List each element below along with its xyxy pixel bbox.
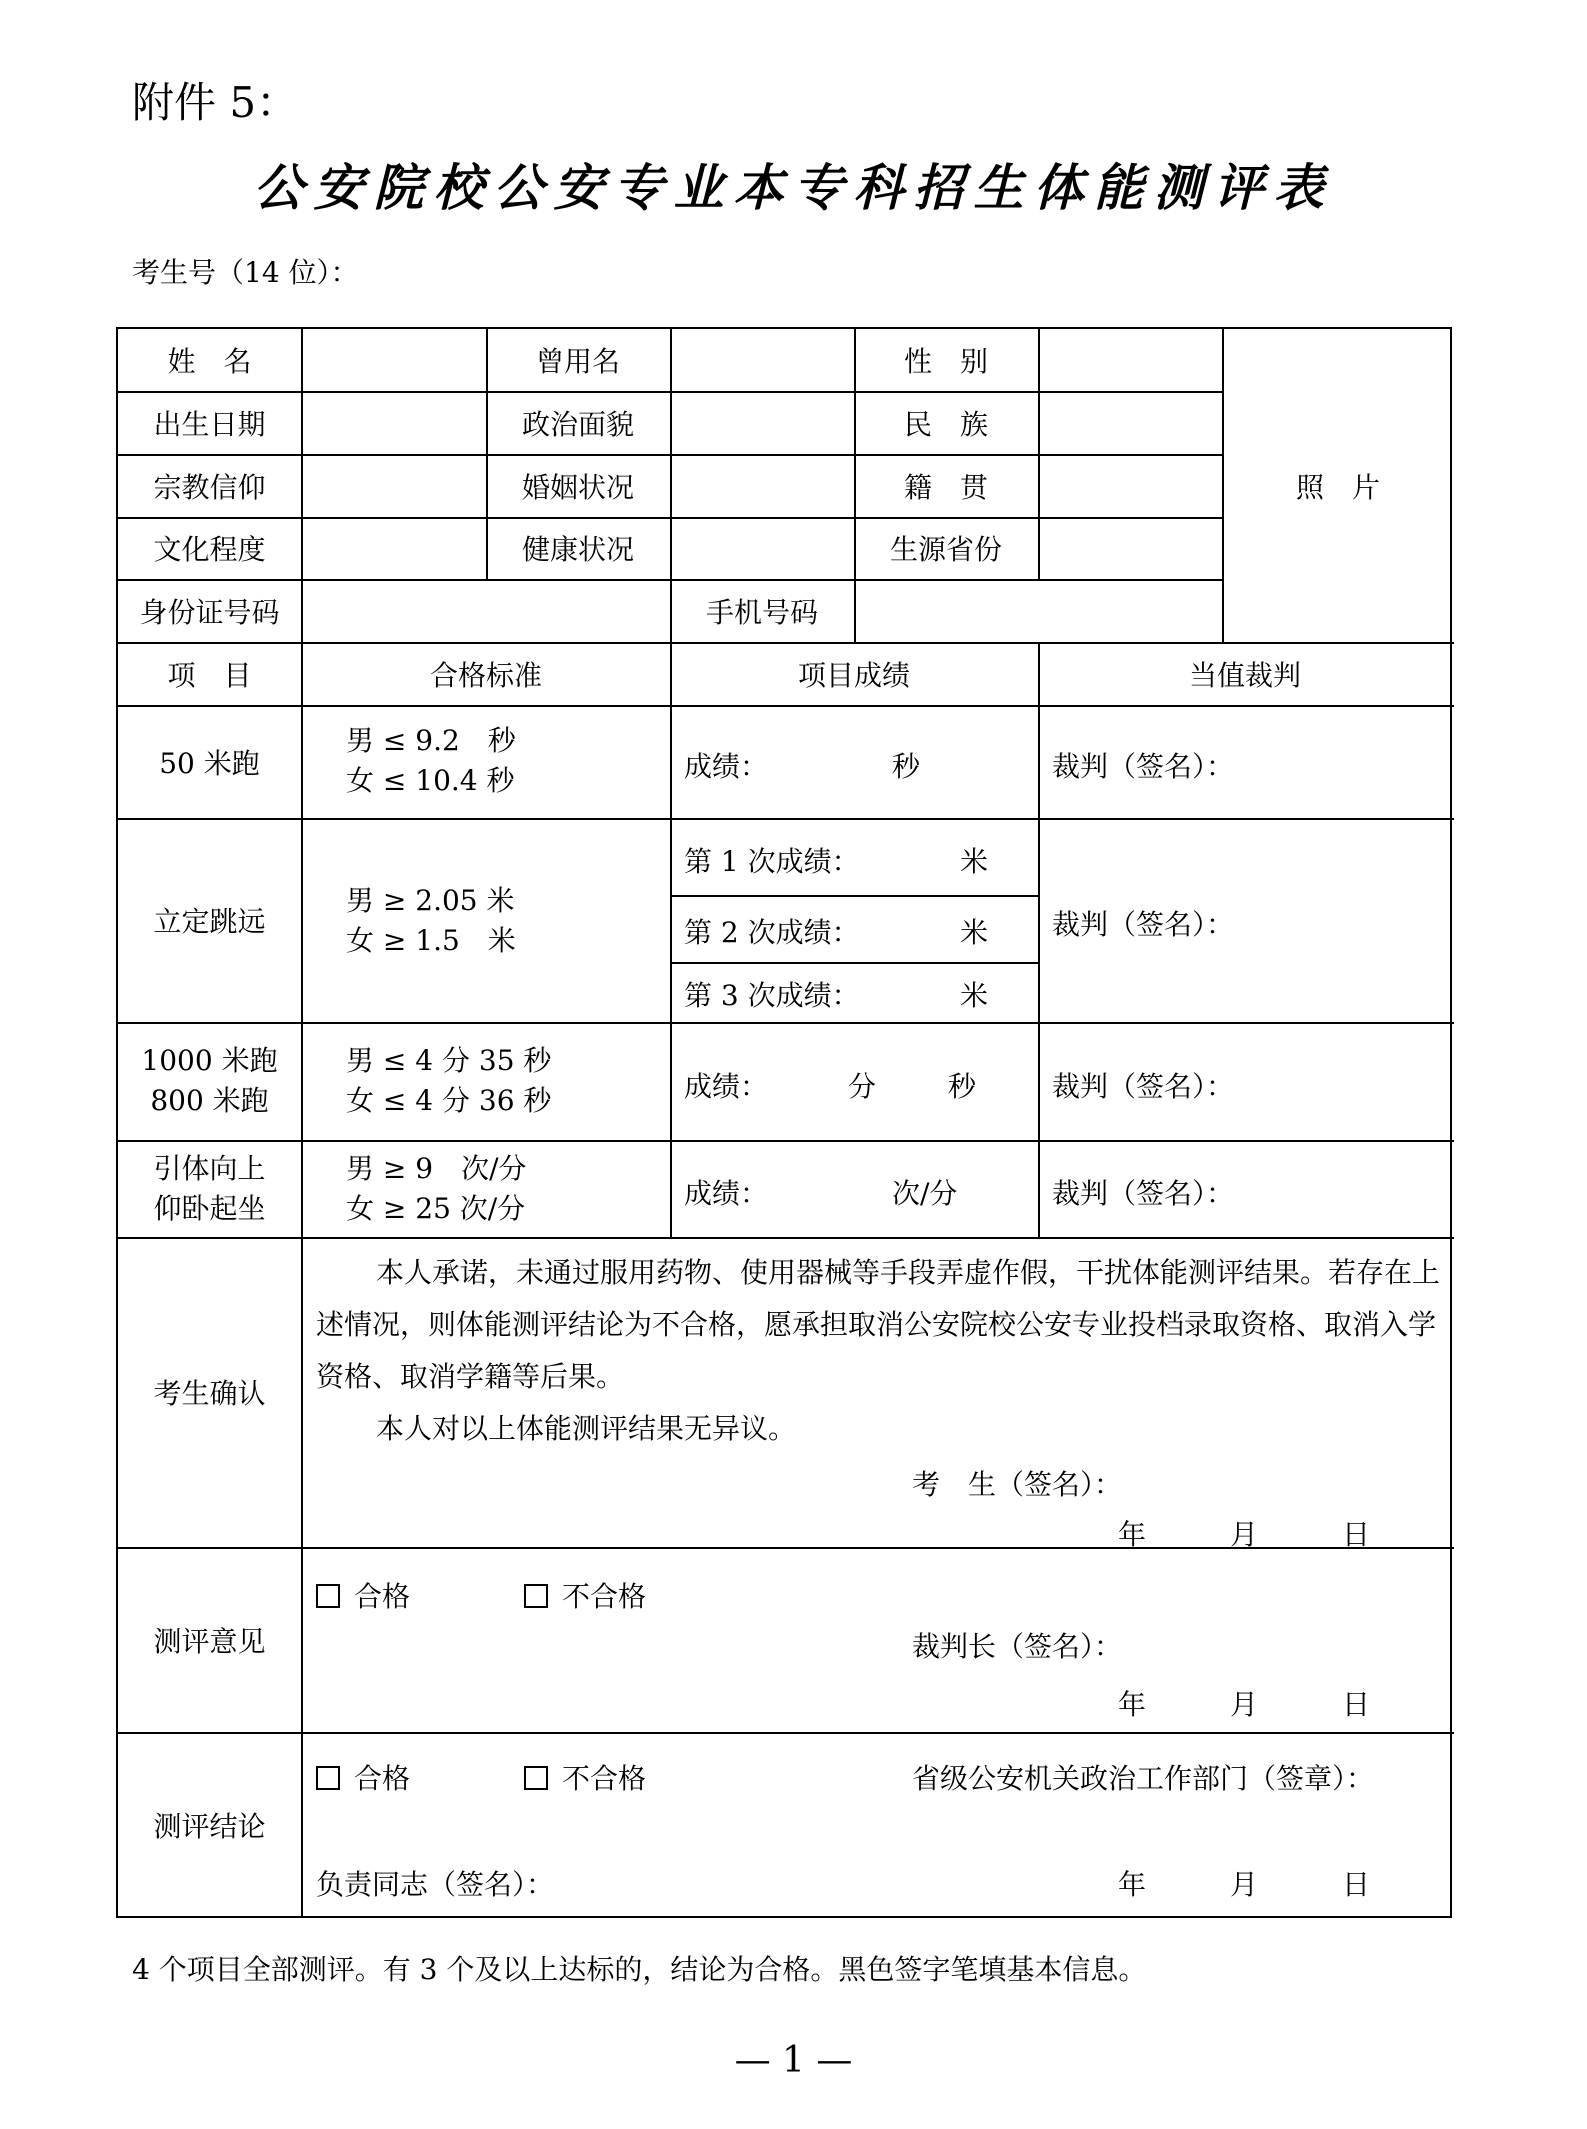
- birth-date-field[interactable]: [302, 391, 486, 454]
- checkbox-icon[interactable]: [524, 1766, 548, 1790]
- provincial-department-seal[interactable]: 省级公安机关政治工作部门（签章）：: [912, 1762, 1375, 1795]
- education-label: 文化程度: [153, 533, 266, 566]
- opinion-pass-option[interactable]: [316, 1575, 410, 1615]
- judge-jump-sign[interactable]: 裁判（签名）：: [1052, 908, 1235, 941]
- health-label: 健康状况: [521, 533, 634, 566]
- item-distance-run: [118, 1022, 301, 1140]
- marital-status-label: 婚姻状况: [521, 470, 634, 504]
- name-field[interactable]: [302, 329, 486, 391]
- education-field[interactable]: [302, 517, 486, 579]
- conclusion-label: 测评结论: [153, 1810, 266, 1843]
- opinion-fail-option[interactable]: [524, 1575, 646, 1615]
- native-place-field[interactable]: [1038, 454, 1222, 517]
- id-number-field[interactable]: [302, 579, 670, 642]
- source-province-label: 生源省份: [889, 533, 1002, 566]
- conclusion-fail-option[interactable]: [524, 1757, 646, 1797]
- name-label: 姓 名: [167, 345, 252, 378]
- standard-50m-female: 女 ≤ 10.4 秒: [346, 764, 515, 797]
- standard-jump-female: 女 ≥ 1.5 米: [346, 924, 516, 957]
- jump-attempt-1-label: 第 1 次成绩：: [684, 845, 860, 878]
- item-800m-run: 800 米跑: [150, 1084, 269, 1117]
- judge-run-sign[interactable]: 裁判（签名）：: [1052, 1070, 1235, 1103]
- responsible-person-sign[interactable]: 负责同志（签名）：: [316, 1868, 555, 1901]
- standard-jump-male: 男 ≥ 2.05 米: [346, 884, 515, 917]
- standard-run-female: 女 ≤ 4 分 36 秒: [346, 1084, 552, 1117]
- chief-judge-sign[interactable]: 裁判长（签名）：: [912, 1630, 1123, 1663]
- attachment-label: 附件 5：: [132, 78, 299, 127]
- checkbox-icon[interactable]: [524, 1584, 548, 1608]
- jump-attempt-3-unit: 米: [960, 979, 989, 1012]
- confirm-date[interactable]: 年 月 日: [1118, 1518, 1371, 1551]
- ethnicity-field[interactable]: [1038, 391, 1222, 454]
- score-run-unit-min: 分: [848, 1070, 877, 1103]
- score-50m-unit: 秒: [892, 750, 921, 783]
- standard-run-male: 男 ≤ 4 分 35 秒: [346, 1044, 552, 1077]
- conclusion-fail-label: 不合格: [562, 1762, 647, 1795]
- item-pull-up: 引体向上: [153, 1151, 266, 1185]
- form-title: 公安院校公安专业本专科招生体能测评表: [253, 158, 1334, 217]
- score-strength-unit: 次/分: [892, 1177, 958, 1210]
- jump-attempt-3-label: 第 3 次成绩：: [684, 979, 860, 1012]
- native-place-label: 籍 贯: [903, 470, 988, 504]
- opinion-pass-label: 合格: [354, 1580, 411, 1613]
- opinion-date[interactable]: 年 月 日: [1118, 1688, 1371, 1721]
- conclusion-pass-label: 合格: [354, 1762, 411, 1795]
- judge-strength-sign[interactable]: 裁判（签名）：: [1052, 1177, 1235, 1210]
- opinion-label: 测评意见: [153, 1624, 266, 1658]
- gender-field[interactable]: [1038, 329, 1222, 391]
- item-1000m-run: 1000 米跑: [141, 1044, 278, 1077]
- ethnicity-label: 民 族: [903, 407, 988, 441]
- gender-label: 性 别: [903, 345, 988, 378]
- item-strength: [118, 1140, 301, 1237]
- religion-label: 宗教信仰: [153, 470, 266, 504]
- birth-date-label: 出生日期: [153, 407, 266, 441]
- header-standard: 合格标准: [429, 658, 542, 692]
- item-standing-jump: 立定跳远: [153, 905, 266, 938]
- judge-50m-sign[interactable]: 裁判（签名）：: [1052, 750, 1235, 783]
- page-number: — 1 —: [734, 2040, 853, 2081]
- assessment-form-table: [116, 327, 1452, 1918]
- header-item: 项 目: [167, 658, 252, 692]
- score-50m-label: 成绩：: [684, 750, 769, 783]
- score-run-unit-sec: 秒: [948, 1070, 977, 1103]
- opinion-fail-label: 不合格: [562, 1580, 647, 1613]
- footnote: 4 个项目全部测评。有 3 个及以上达标的，结论为合格。黑色签字笔填基本信息。: [132, 1953, 1147, 1986]
- score-strength-label: 成绩：: [684, 1177, 769, 1210]
- standard-strength-female: 女 ≥ 25 次/分: [346, 1192, 526, 1225]
- jump-attempt-2-unit: 米: [960, 916, 989, 949]
- conclusion-date[interactable]: 年 月 日: [1118, 1868, 1371, 1901]
- marital-status-field[interactable]: [670, 454, 854, 517]
- jump-attempt-1-unit: 米: [960, 845, 989, 878]
- religion-field[interactable]: [302, 454, 486, 517]
- checkbox-icon[interactable]: [316, 1584, 340, 1608]
- political-status-field[interactable]: [670, 391, 854, 454]
- health-field[interactable]: [670, 517, 854, 579]
- confirm-no-objection-text: 本人对以上体能测评结果无异议。: [376, 1412, 797, 1445]
- score-run-label: 成绩：: [684, 1070, 769, 1103]
- exam-number-label: 考生号（14 位）：: [132, 256, 359, 289]
- conclusion-pass-option[interactable]: [316, 1757, 410, 1797]
- jump-attempt-2-label: 第 2 次成绩：: [684, 916, 860, 949]
- standard-50m-male: 男 ≤ 9.2 秒: [346, 724, 516, 757]
- id-number-label: 身份证号码: [139, 595, 280, 629]
- former-name-field[interactable]: [670, 329, 854, 391]
- phone-label: 手机号码: [705, 595, 818, 629]
- confirm-promise-text: 本人承诺，未通过服用药物、使用器械等手段弄虚作假，干扰体能测评结果。若存在上述情况，则体能测评结论为不合格，愿承担取消公安院校公安专业投档录取资格、取消入学资格、取消学籍等后果。: [316, 1256, 1441, 1393]
- header-score: 项目成绩: [797, 658, 910, 692]
- item-sit-up: 仰卧起坐: [153, 1191, 266, 1225]
- standard-strength-male: 男 ≥ 9 次/分: [346, 1152, 527, 1185]
- photo-box[interactable]: 照 片: [1295, 470, 1380, 504]
- header-judge: 当值裁判: [1188, 658, 1301, 692]
- former-name-label: 曾用名: [535, 345, 620, 378]
- candidate-sign[interactable]: 考 生（签名）：: [912, 1468, 1123, 1501]
- political-status-label: 政治面貌: [521, 407, 634, 441]
- source-province-field[interactable]: [1038, 517, 1222, 579]
- confirm-label: 考生确认: [153, 1377, 266, 1410]
- phone-field[interactable]: [854, 579, 1222, 642]
- checkbox-icon[interactable]: [316, 1766, 340, 1790]
- item-50m-run: 50 米跑: [159, 746, 260, 780]
